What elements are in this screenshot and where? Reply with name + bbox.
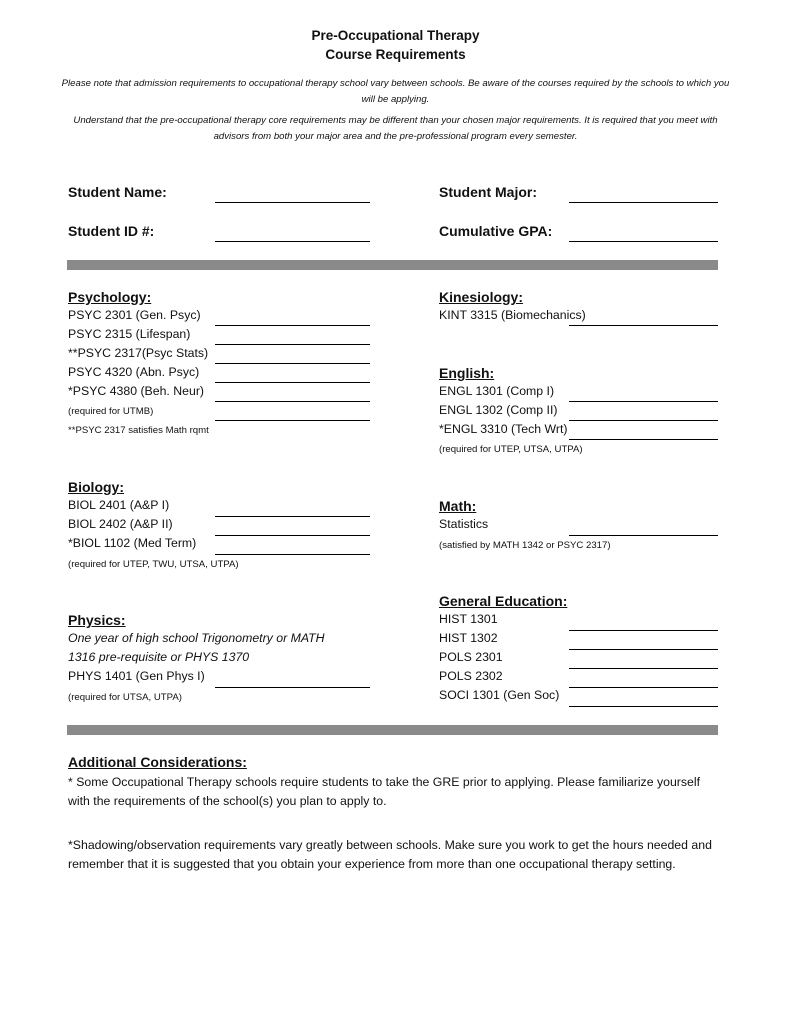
biol-2402-field[interactable] [215,535,370,536]
psyc-2301-label: PSYC 2301 (Gen. Psyc) [68,308,201,322]
pols-2302-field[interactable] [569,687,718,688]
english-note: (required for UTEP, UTSA, UTPA) [439,444,583,455]
biol-1102-field[interactable] [215,554,370,555]
engl-3310-field[interactable] [569,439,718,440]
biol-2401-field[interactable] [215,516,370,517]
physics-heading: Physics: [68,612,126,628]
engl-1302-field[interactable] [569,420,718,421]
psyc-2301-field[interactable] [215,325,370,326]
advisor-note: Understand that the pre-occupational therapy core requirements may be different than your chosen major requirements. It is required that you meet with advisors from both your major area and the pre-professional program every semester. [73,115,718,142]
gpa-field[interactable] [569,241,718,242]
psyc-4380-label: *PSYC 4380 (Beh. Neur) [68,384,205,398]
student-name-field[interactable] [215,202,370,203]
admission-note: Please note that admission requirements to occupational therapy school vary between schools. Be aware of the courses required by the schools to which you will be applying. [61,78,730,105]
statistics-label: Statistics [439,517,489,531]
biology-note: (required for UTEP, TWU, UTSA, UTPA) [68,559,239,570]
kint-3315-label: KINT 3315 (Biomechanics) [439,308,586,322]
hist-1302-field[interactable] [569,649,718,650]
psyc-2315-field[interactable] [215,344,370,345]
psyc-2317-field[interactable] [215,363,370,364]
psychology-extra-field[interactable] [215,420,370,421]
psyc-4380-field[interactable] [215,401,370,402]
engl-3310-label: *ENGL 3310 (Tech Wrt) [439,422,568,436]
biol-2401-label: BIOL 2401 (A&P I) [68,498,170,512]
soci-1301-label: SOCI 1301 (Gen Soc) [439,688,560,702]
math-note: (satisfied by MATH 1342 or PSYC 2317) [439,540,611,551]
additional-heading: Additional Considerations: [68,754,247,770]
biology-heading: Biology: [68,479,124,495]
hist-1301-field[interactable] [569,630,718,631]
shadowing-paragraph: *Shadowing/observation requirements vary greatly between schools. Make sure you work to get the hours needed and remember that it is suggested that you obtain your experience from more than one occupational therapy setting. [68,838,712,871]
student-id-field[interactable] [215,241,370,242]
soci-1301-field[interactable] [569,706,718,707]
gened-heading: General Education: [439,593,568,609]
engl-1301-field[interactable] [569,401,718,402]
biol-2402-label: BIOL 2402 (A&P II) [68,517,173,531]
phys-1401-field[interactable] [215,687,370,688]
math-heading: Math: [439,498,477,514]
engl-1301-label: ENGL 1301 (Comp I) [439,384,555,398]
biol-1102-label: *BIOL 1102 (Med Term) [68,536,197,550]
student-major-label: Student Major: [439,184,537,200]
psychology-heading: Psychology: [68,289,152,305]
pols-2301-field[interactable] [569,668,718,669]
student-major-field[interactable] [569,202,718,203]
page-subtitle: Course Requirements [325,47,466,62]
hist-1301-label: HIST 1301 [439,612,498,626]
kinesiology-heading: Kinesiology: [439,289,524,305]
psyc-2317-label: **PSYC 2317(Psyc Stats) [68,346,209,360]
physics-prereq-line2: 1316 pre-requisite or PHYS 1370 [68,650,250,664]
psychology-note-math: **PSYC 2317 satisfies Math rqmt [68,425,209,436]
english-heading: English: [439,365,495,381]
physics-note: (required for UTSA, UTPA) [68,692,182,703]
hist-1302-label: HIST 1302 [439,631,498,645]
statistics-field[interactable] [569,535,718,536]
section-divider-bottom [67,725,718,735]
psyc-4320-label: PSYC 4320 (Abn. Psyc) [68,365,200,379]
psychology-note-utmb: (required for UTMB) [68,406,154,417]
psyc-2315-label: PSYC 2315 (Lifespan) [68,327,191,341]
section-divider-top [67,260,718,270]
pols-2301-label: POLS 2301 [439,650,503,664]
pols-2302-label: POLS 2302 [439,669,503,683]
kint-3315-field[interactable] [569,325,718,326]
phys-1401-label: PHYS 1401 (Gen Phys I) [68,669,205,683]
psyc-4320-field[interactable] [215,382,370,383]
student-id-label: Student ID #: [68,223,155,239]
gre-paragraph: * Some Occupational Therapy schools require students to take the GRE prior to applying. Please familiarize yourself with the requirements of the school(s) you plan to apply to. [68,775,701,808]
student-name-label: Student Name: [68,184,167,200]
engl-1302-label: ENGL 1302 (Comp II) [439,403,558,417]
gpa-label: Cumulative GPA: [439,223,553,239]
page-title: Pre-Occupational Therapy [311,28,480,43]
physics-prereq-line1: One year of high school Trigonometry or MATH [68,631,325,645]
